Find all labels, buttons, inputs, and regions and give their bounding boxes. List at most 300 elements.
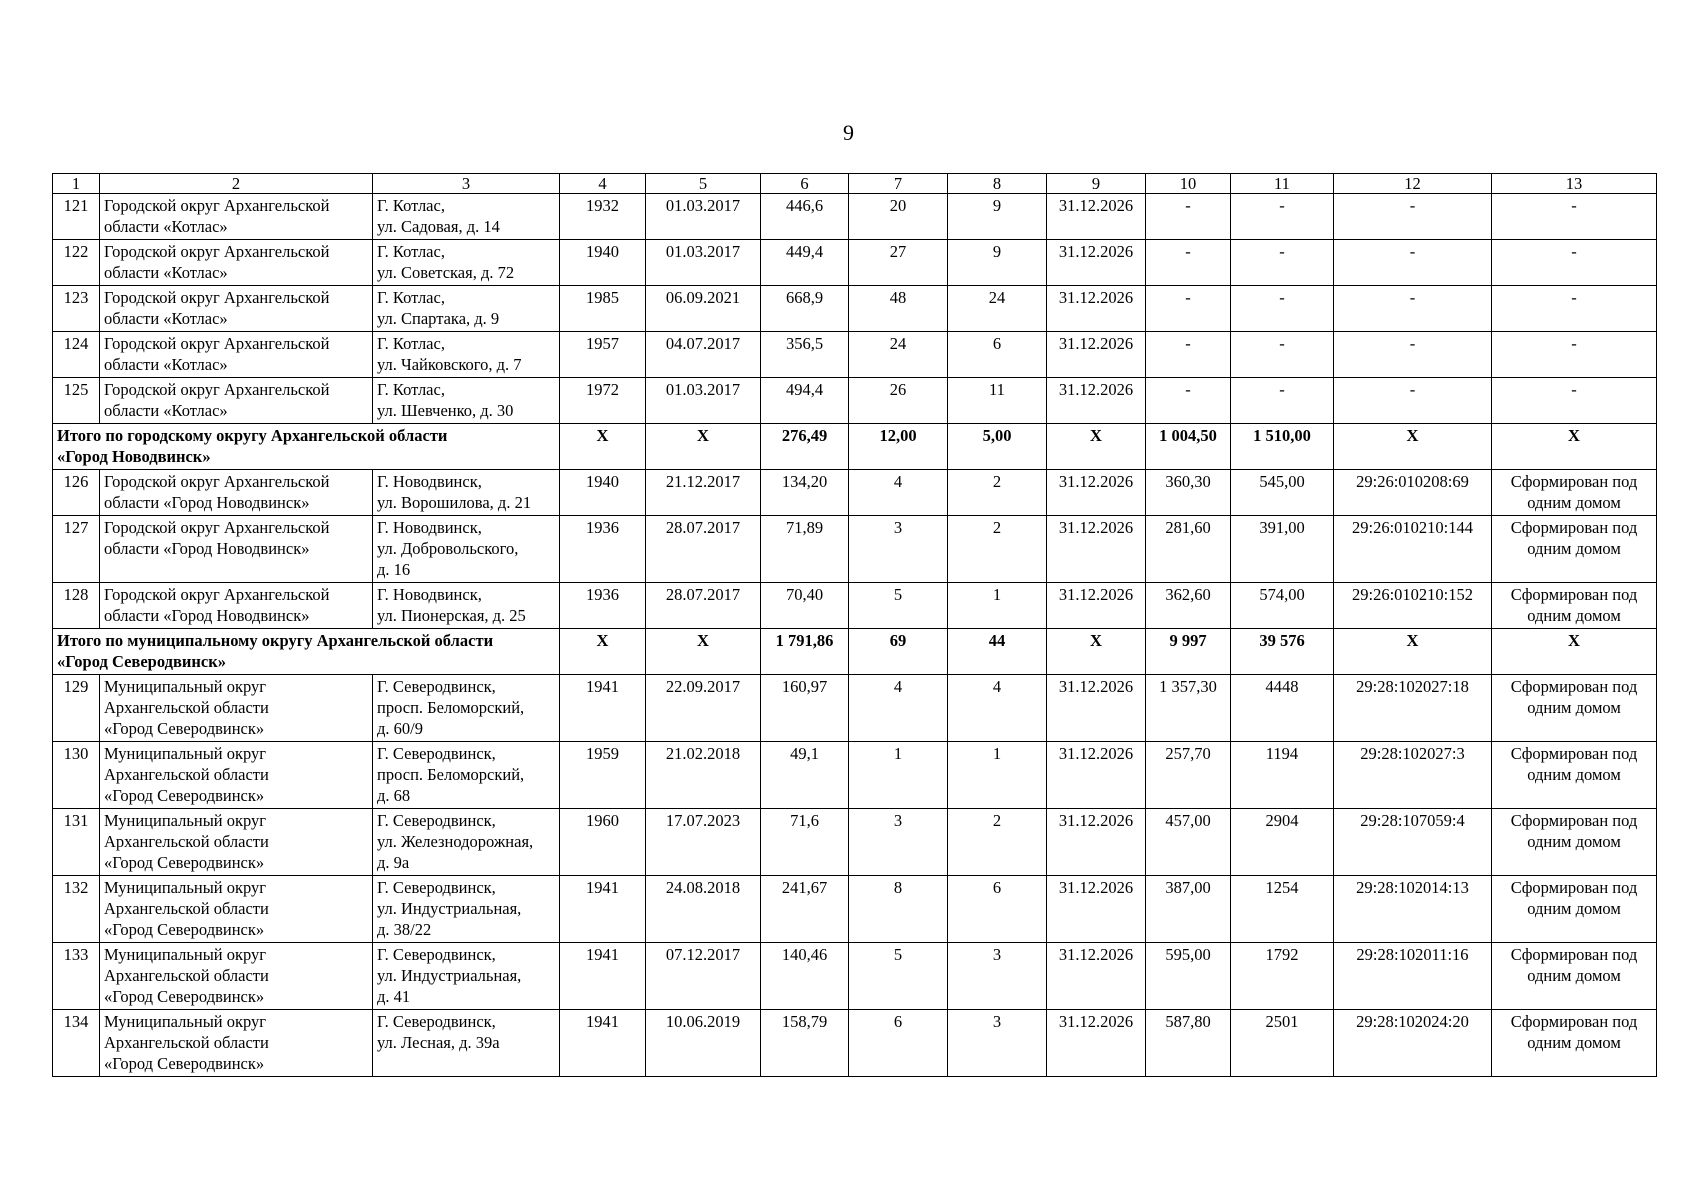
district-cell — [100, 876, 373, 943]
cell-line: ул. Индустриальная, — [377, 966, 522, 985]
cell-line: д. 9а — [377, 853, 410, 872]
apartments-count-cell: 9 — [948, 240, 1047, 286]
table-row — [53, 516, 1657, 583]
cell-line: области «Котлас» — [104, 217, 228, 236]
value-cell: 4448 — [1231, 675, 1334, 742]
cell-line: Архангельской области — [104, 765, 269, 784]
residents-count-cell: 27 — [849, 240, 948, 286]
column-header: 4 — [560, 174, 646, 194]
value-cell: - — [1231, 194, 1334, 240]
deadline-cell: 31.12.2026 — [1047, 742, 1146, 809]
table-row — [53, 194, 1657, 240]
column-header: 11 — [1231, 174, 1334, 194]
land-area-cell: 457,00 — [1146, 809, 1231, 876]
cadastral-number-cell: 29:28:102014:13 — [1334, 876, 1492, 943]
land-area-cell: 587,80 — [1146, 1010, 1231, 1077]
column-header: 12 — [1334, 174, 1492, 194]
district-cell — [100, 943, 373, 1010]
area-cell: 241,67 — [761, 876, 849, 943]
district-cell — [100, 286, 373, 332]
year-built-cell: Х — [560, 424, 646, 470]
land-area-cell: 1 357,30 — [1146, 675, 1231, 742]
cell-line: «Город Северодвинск» — [104, 786, 265, 805]
cell-line: ул. Индустриальная, — [377, 899, 522, 918]
cell-line: Муниципальный округ — [104, 744, 267, 763]
district-cell — [100, 742, 373, 809]
year-built-cell: 1985 — [560, 286, 646, 332]
table-row — [53, 943, 1657, 1010]
cell-line: одним домом — [1527, 698, 1621, 717]
cell-line: «Город Северодвинск» — [57, 652, 226, 671]
address-cell — [373, 809, 560, 876]
cadastral-number-cell: 29:26:010210:144 — [1334, 516, 1492, 583]
deadline-cell: 31.12.2026 — [1047, 194, 1146, 240]
address-cell — [373, 675, 560, 742]
cell-line: Городской округ Архангельской — [104, 472, 330, 491]
apartments-count-cell: 3 — [948, 943, 1047, 1010]
date-cell: 10.06.2019 — [646, 1010, 761, 1077]
date-cell: 24.08.2018 — [646, 876, 761, 943]
year-built-cell: Х — [560, 629, 646, 675]
land-area-cell: - — [1146, 378, 1231, 424]
address-cell — [373, 286, 560, 332]
cell-line: Сформирован под — [1510, 677, 1638, 696]
cell-line: Муниципальный округ — [104, 878, 267, 897]
cell-line: Сформирован под — [1510, 945, 1638, 964]
cell-line: области «Котлас» — [104, 309, 228, 328]
value-cell: 2904 — [1231, 809, 1334, 876]
cell-line: одним домом — [1527, 765, 1621, 784]
cell-line: Архангельской области — [104, 966, 269, 985]
deadline-cell: 31.12.2026 — [1047, 286, 1146, 332]
cell-line: ул. Советская, д. 72 — [377, 263, 515, 282]
area-cell: 158,79 — [761, 1010, 849, 1077]
cell-line: - — [1571, 334, 1577, 353]
cell-line: Сформирован под — [1510, 878, 1638, 897]
note-cell — [1492, 240, 1657, 286]
year-built-cell: 1941 — [560, 943, 646, 1010]
residents-count-cell: 4 — [849, 470, 948, 516]
column-header: 6 — [761, 174, 849, 194]
value-cell: 39 576 — [1231, 629, 1334, 675]
land-area-cell: - — [1146, 286, 1231, 332]
address-cell — [373, 943, 560, 1010]
area-cell: 276,49 — [761, 424, 849, 470]
land-area-cell: - — [1146, 194, 1231, 240]
cadastral-number-cell: 29:26:010208:69 — [1334, 470, 1492, 516]
date-cell: Х — [646, 629, 761, 675]
apartments-count-cell: 6 — [948, 332, 1047, 378]
total-row — [53, 629, 1657, 675]
column-header: 2 — [100, 174, 373, 194]
value-cell: - — [1231, 286, 1334, 332]
area-cell: 449,4 — [761, 240, 849, 286]
cell-line: Итого по муниципальному округу Архангельской области — [57, 631, 494, 650]
area-cell: 668,9 — [761, 286, 849, 332]
value-cell: 1254 — [1231, 876, 1334, 943]
deadline-cell: 31.12.2026 — [1047, 332, 1146, 378]
district-cell — [100, 675, 373, 742]
column-header: 8 — [948, 174, 1047, 194]
cell-line: одним домом — [1527, 1033, 1621, 1052]
cell-line: области «Котлас» — [104, 263, 228, 282]
district-cell — [100, 516, 373, 583]
row-number-cell: 124 — [53, 332, 100, 378]
cell-line: Г. Котлас, — [377, 196, 445, 215]
cell-line: Итого по городскому округу Архангельской области — [57, 426, 448, 445]
cell-line: просп. Беломорский, — [377, 765, 525, 784]
cell-line: Городской округ Архангельской — [104, 196, 330, 215]
deadline-cell: 31.12.2026 — [1047, 583, 1146, 629]
row-number-cell: 128 — [53, 583, 100, 629]
column-header: 7 — [849, 174, 948, 194]
residents-count-cell: 69 — [849, 629, 948, 675]
area-cell: 1 791,86 — [761, 629, 849, 675]
year-built-cell: 1960 — [560, 809, 646, 876]
land-area-cell: 281,60 — [1146, 516, 1231, 583]
cell-line: ул. Садовая, д. 14 — [377, 217, 500, 236]
residents-count-cell: 12,00 — [849, 424, 948, 470]
cell-line: Сформирован под — [1510, 811, 1638, 830]
deadline-cell: 31.12.2026 — [1047, 876, 1146, 943]
year-built-cell: 1941 — [560, 675, 646, 742]
cell-line: «Город Северодвинск» — [104, 853, 265, 872]
cell-line: области «Город Новодвинск» — [104, 493, 310, 512]
cell-line: Архангельской области — [104, 899, 269, 918]
deadline-cell: Х — [1047, 629, 1146, 675]
cadastral-number-cell: - — [1334, 332, 1492, 378]
apartments-count-cell: 2 — [948, 809, 1047, 876]
cell-line: «Город Северодвинск» — [104, 920, 265, 939]
land-area-cell: 360,30 — [1146, 470, 1231, 516]
apartments-count-cell: 2 — [948, 470, 1047, 516]
year-built-cell: 1932 — [560, 194, 646, 240]
cell-line: Сформирован под — [1510, 518, 1638, 537]
date-cell: 21.02.2018 — [646, 742, 761, 809]
apartments-count-cell: 44 — [948, 629, 1047, 675]
cadastral-number-cell: Х — [1334, 629, 1492, 675]
total-label-cell — [53, 424, 560, 470]
note-cell — [1492, 675, 1657, 742]
cell-line: просп. Беломорский, — [377, 698, 525, 717]
year-built-cell: 1957 — [560, 332, 646, 378]
address-cell — [373, 378, 560, 424]
residents-count-cell: 3 — [849, 809, 948, 876]
note-cell — [1492, 943, 1657, 1010]
area-cell: 134,20 — [761, 470, 849, 516]
value-cell: - — [1231, 378, 1334, 424]
cell-line: д. 38/22 — [377, 920, 432, 939]
area-cell: 71,6 — [761, 809, 849, 876]
apartments-count-cell: 24 — [948, 286, 1047, 332]
row-number-cell: 125 — [53, 378, 100, 424]
date-cell: 01.03.2017 — [646, 194, 761, 240]
cell-line: д. 16 — [377, 560, 411, 579]
land-area-cell: 257,70 — [1146, 742, 1231, 809]
cell-line: области «Котлас» — [104, 355, 228, 374]
cell-line: Архангельской области — [104, 1033, 269, 1052]
total-row — [53, 424, 1657, 470]
cell-line: - — [1571, 242, 1577, 261]
column-header: 13 — [1492, 174, 1657, 194]
table-row — [53, 583, 1657, 629]
cell-line: Муниципальный округ — [104, 677, 267, 696]
table-row — [53, 742, 1657, 809]
cell-line: «Город Северодвинск» — [104, 1054, 265, 1073]
land-area-cell: 387,00 — [1146, 876, 1231, 943]
deadline-cell: 31.12.2026 — [1047, 378, 1146, 424]
date-cell: 28.07.2017 — [646, 583, 761, 629]
deadline-cell: 31.12.2026 — [1047, 516, 1146, 583]
note-cell: Х — [1492, 424, 1657, 470]
cell-line: ул. Лесная, д. 39а — [377, 1033, 500, 1052]
housing-table — [52, 173, 1657, 1077]
table-row — [53, 286, 1657, 332]
address-cell — [373, 516, 560, 583]
apartments-count-cell: 1 — [948, 583, 1047, 629]
date-cell: 04.07.2017 — [646, 332, 761, 378]
cell-line: Городской округ Архангельской — [104, 585, 330, 604]
district-cell — [100, 470, 373, 516]
date-cell: 17.07.2023 — [646, 809, 761, 876]
cadastral-number-cell: - — [1334, 240, 1492, 286]
cadastral-number-cell: 29:28:102024:20 — [1334, 1010, 1492, 1077]
value-cell: 574,00 — [1231, 583, 1334, 629]
cadastral-number-cell: - — [1334, 194, 1492, 240]
row-number-cell: 121 — [53, 194, 100, 240]
note-cell — [1492, 194, 1657, 240]
residents-count-cell: 26 — [849, 378, 948, 424]
table-row — [53, 809, 1657, 876]
cell-line: «Город Новодвинск» — [57, 447, 211, 466]
note-cell — [1492, 876, 1657, 943]
residents-count-cell: 8 — [849, 876, 948, 943]
area-cell: 140,46 — [761, 943, 849, 1010]
date-cell: 01.03.2017 — [646, 240, 761, 286]
note-cell — [1492, 378, 1657, 424]
cell-line: одним домом — [1527, 966, 1621, 985]
cell-line: Г. Северодвинск, — [377, 1012, 496, 1031]
area-cell: 49,1 — [761, 742, 849, 809]
cell-line: Муниципальный округ — [104, 811, 267, 830]
cell-line: Городской округ Архангельской — [104, 334, 330, 353]
row-number-cell: 134 — [53, 1010, 100, 1077]
area-cell: 70,40 — [761, 583, 849, 629]
cell-line: одним домом — [1527, 493, 1621, 512]
cell-line: Архангельской области — [104, 832, 269, 851]
value-cell: 391,00 — [1231, 516, 1334, 583]
cadastral-number-cell: 29:26:010210:152 — [1334, 583, 1492, 629]
cadastral-number-cell: 29:28:102011:16 — [1334, 943, 1492, 1010]
year-built-cell: 1936 — [560, 583, 646, 629]
apartments-count-cell: 1 — [948, 742, 1047, 809]
cell-line: ул. Ворошилова, д. 21 — [377, 493, 532, 512]
cell-line: Г. Котлас, — [377, 242, 445, 261]
cell-line: ул. Добровольского, — [377, 539, 519, 558]
cell-line: ул. Железнодорожная, — [377, 832, 534, 851]
address-cell — [373, 332, 560, 378]
apartments-count-cell: 5,00 — [948, 424, 1047, 470]
residents-count-cell: 48 — [849, 286, 948, 332]
year-built-cell: 1959 — [560, 742, 646, 809]
cell-line: Г. Котлас, — [377, 380, 445, 399]
cell-line: Городской округ Архангельской — [104, 288, 330, 307]
area-cell: 446,6 — [761, 194, 849, 240]
cell-line: ул. Спартака, д. 9 — [377, 309, 500, 328]
note-cell — [1492, 516, 1657, 583]
table-row — [53, 240, 1657, 286]
address-cell — [373, 583, 560, 629]
cell-line: Г. Новодвинск, — [377, 472, 482, 491]
land-area-cell: 9 997 — [1146, 629, 1231, 675]
address-cell — [373, 1010, 560, 1077]
residents-count-cell: 5 — [849, 583, 948, 629]
deadline-cell: 31.12.2026 — [1047, 1010, 1146, 1077]
cell-line: Городской округ Архангельской — [104, 380, 330, 399]
row-number-cell: 132 — [53, 876, 100, 943]
row-number-cell: 122 — [53, 240, 100, 286]
address-cell — [373, 194, 560, 240]
year-built-cell: 1940 — [560, 470, 646, 516]
row-number-cell: 123 — [53, 286, 100, 332]
year-built-cell: 1940 — [560, 240, 646, 286]
residents-count-cell: 3 — [849, 516, 948, 583]
apartments-count-cell: 6 — [948, 876, 1047, 943]
district-cell — [100, 378, 373, 424]
date-cell: 07.12.2017 — [646, 943, 761, 1010]
value-cell: 545,00 — [1231, 470, 1334, 516]
column-header: 9 — [1047, 174, 1146, 194]
cell-line: - — [1571, 196, 1577, 215]
residents-count-cell: 6 — [849, 1010, 948, 1077]
cell-line: - — [1571, 288, 1577, 307]
deadline-cell: 31.12.2026 — [1047, 809, 1146, 876]
table-row — [53, 332, 1657, 378]
value-cell: 1792 — [1231, 943, 1334, 1010]
deadline-cell: 31.12.2026 — [1047, 675, 1146, 742]
cell-line: одним домом — [1527, 539, 1621, 558]
district-cell — [100, 1010, 373, 1077]
cadastral-number-cell: Х — [1334, 424, 1492, 470]
date-cell: 28.07.2017 — [646, 516, 761, 583]
cell-line: Г. Северодвинск, — [377, 945, 496, 964]
row-number-cell: 126 — [53, 470, 100, 516]
address-cell — [373, 240, 560, 286]
district-cell — [100, 583, 373, 629]
cell-line: одним домом — [1527, 606, 1621, 625]
cell-line: Сформирован под — [1510, 472, 1638, 491]
cadastral-number-cell: 29:28:107059:4 — [1334, 809, 1492, 876]
page-number: 9 — [843, 120, 854, 145]
cell-line: - — [1571, 380, 1577, 399]
deadline-cell: 31.12.2026 — [1047, 240, 1146, 286]
year-built-cell: 1936 — [560, 516, 646, 583]
district-cell — [100, 332, 373, 378]
cell-line: Г. Северодвинск, — [377, 744, 496, 763]
residents-count-cell: 24 — [849, 332, 948, 378]
cell-line: Архангельской области — [104, 698, 269, 717]
cell-line: одним домом — [1527, 899, 1621, 918]
date-cell: 01.03.2017 — [646, 378, 761, 424]
row-number-cell: 131 — [53, 809, 100, 876]
note-cell — [1492, 332, 1657, 378]
note-cell — [1492, 809, 1657, 876]
cell-line: Сформирован под — [1510, 1012, 1638, 1031]
district-cell — [100, 809, 373, 876]
area-cell: 160,97 — [761, 675, 849, 742]
cadastral-number-cell: 29:28:102027:18 — [1334, 675, 1492, 742]
residents-count-cell: 1 — [849, 742, 948, 809]
address-cell — [373, 876, 560, 943]
note-cell — [1492, 583, 1657, 629]
land-area-cell: 595,00 — [1146, 943, 1231, 1010]
cell-line: «Город Северодвинск» — [104, 719, 265, 738]
note-cell — [1492, 1010, 1657, 1077]
cell-line: области «Котлас» — [104, 401, 228, 420]
value-cell: 1 510,00 — [1231, 424, 1334, 470]
row-number-cell: 127 — [53, 516, 100, 583]
residents-count-cell: 4 — [849, 675, 948, 742]
land-area-cell: 1 004,50 — [1146, 424, 1231, 470]
year-built-cell: 1972 — [560, 378, 646, 424]
area-cell: 71,89 — [761, 516, 849, 583]
land-area-cell: 362,60 — [1146, 583, 1231, 629]
value-cell: - — [1231, 332, 1334, 378]
cell-line: ул. Шевченко, д. 30 — [377, 401, 514, 420]
date-cell: 22.09.2017 — [646, 675, 761, 742]
apartments-count-cell: 2 — [948, 516, 1047, 583]
table-row — [53, 378, 1657, 424]
address-cell — [373, 470, 560, 516]
table-row — [53, 675, 1657, 742]
cell-line: Г. Новодвинск, — [377, 518, 482, 537]
table-row — [53, 876, 1657, 943]
row-number-cell: 133 — [53, 943, 100, 1010]
year-built-cell: 1941 — [560, 1010, 646, 1077]
cell-line: Г. Северодвинск, — [377, 878, 496, 897]
cell-line: «Город Северодвинск» — [104, 987, 265, 1006]
land-area-cell: - — [1146, 240, 1231, 286]
cadastral-number-cell: - — [1334, 378, 1492, 424]
area-cell: 494,4 — [761, 378, 849, 424]
cell-line: д. 60/9 — [377, 719, 423, 738]
value-cell: 2501 — [1231, 1010, 1334, 1077]
district-cell — [100, 240, 373, 286]
cell-line: ул. Чайковского, д. 7 — [377, 355, 522, 374]
cell-line: Городской округ Архангельской — [104, 242, 330, 261]
cell-line: д. 68 — [377, 786, 411, 805]
cell-line: Муниципальный округ — [104, 1012, 267, 1031]
column-number-row — [53, 174, 1657, 194]
cadastral-number-cell: 29:28:102027:3 — [1334, 742, 1492, 809]
date-cell: 06.09.2021 — [646, 286, 761, 332]
cell-line: одним домом — [1527, 832, 1621, 851]
note-cell: Х — [1492, 629, 1657, 675]
column-header: 5 — [646, 174, 761, 194]
cell-line: Муниципальный округ — [104, 945, 267, 964]
date-cell: 21.12.2017 — [646, 470, 761, 516]
column-header: 3 — [373, 174, 560, 194]
apartments-count-cell: 9 — [948, 194, 1047, 240]
district-cell — [100, 194, 373, 240]
cadastral-number-cell: - — [1334, 286, 1492, 332]
deadline-cell: 31.12.2026 — [1047, 470, 1146, 516]
cell-line: Г. Новодвинск, — [377, 585, 482, 604]
row-number-cell: 129 — [53, 675, 100, 742]
cell-line: области «Город Новодвинск» — [104, 606, 310, 625]
cell-line: Г. Северодвинск, — [377, 811, 496, 830]
cell-line: Г. Северодвинск, — [377, 677, 496, 696]
